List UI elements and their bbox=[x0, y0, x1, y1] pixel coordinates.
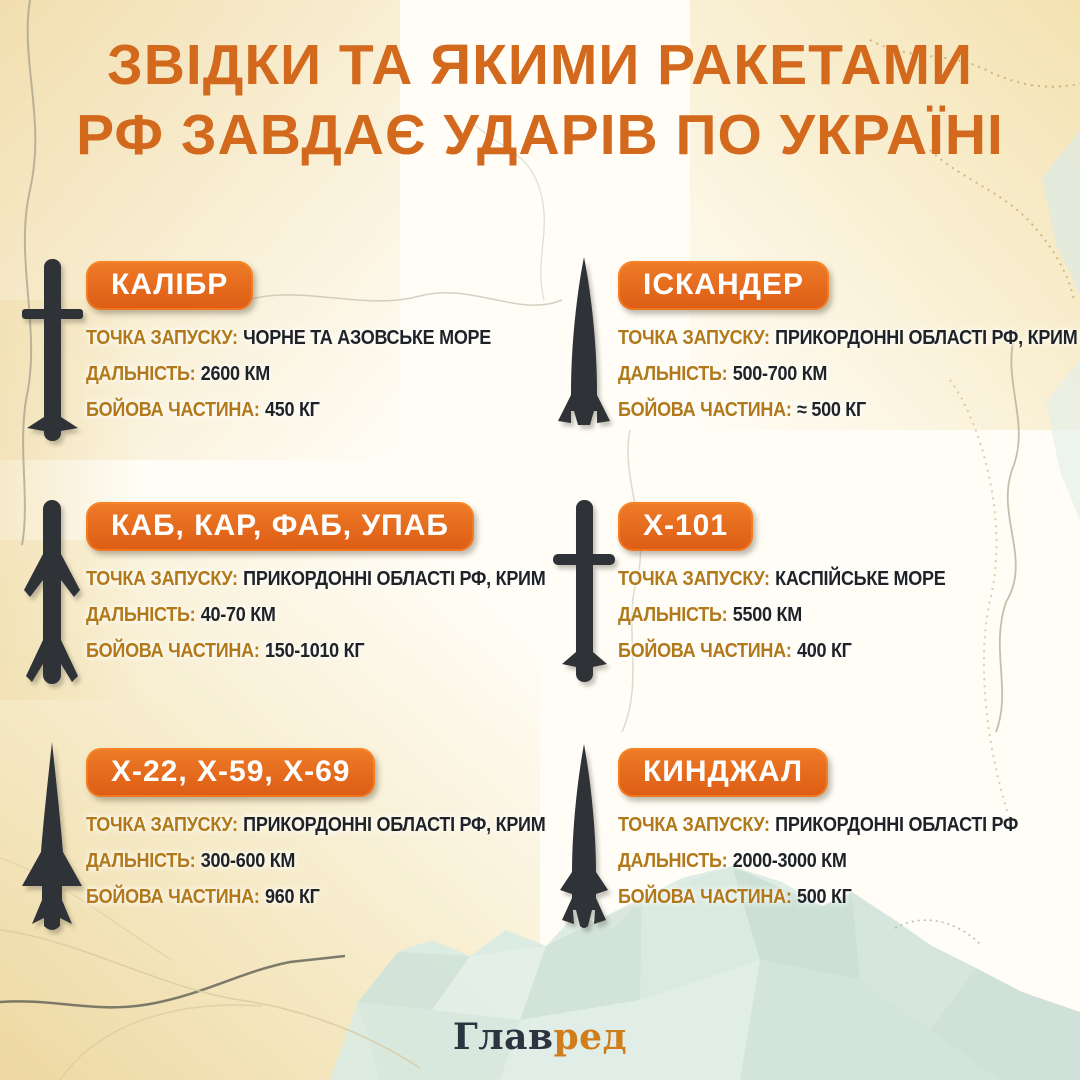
title-line-1: ЗВІДКИ ТА ЯКИМИ РАКЕТАМИ bbox=[107, 33, 973, 97]
missile-name: Х-22, Х-59, Х-69 bbox=[111, 755, 351, 788]
warhead-label: БОЙОВА ЧАСТИНА: bbox=[618, 886, 792, 908]
warhead-label: БОЙОВА ЧАСТИНА: bbox=[618, 399, 792, 421]
missile-name-badge bbox=[86, 502, 474, 551]
launch-label: ТОЧКА ЗАПУСКУ: bbox=[618, 814, 770, 836]
warhead-value: 400 КГ bbox=[797, 640, 852, 662]
missile-card-iskander bbox=[552, 253, 1078, 458]
warhead-value: ≈ 500 КГ bbox=[797, 399, 866, 421]
glavred-logo bbox=[0, 1016, 1080, 1058]
range-value: 2000-3000 КМ bbox=[732, 850, 847, 872]
page-title bbox=[0, 30, 1080, 170]
spec-row-launch bbox=[86, 568, 545, 591]
spec-row-warhead bbox=[618, 399, 1077, 422]
ballistic-missile-icon bbox=[552, 253, 616, 458]
missile-name: КАБ, КАР, ФАБ, УПАБ bbox=[111, 509, 449, 542]
range-label: ДАЛЬНІСТЬ: bbox=[86, 850, 196, 872]
spec-row-range bbox=[618, 363, 1077, 386]
warhead-label: БОЙОВА ЧАСТИНА: bbox=[86, 640, 260, 662]
spec-row-launch bbox=[618, 327, 1077, 350]
launch-value: ПРИКОРДОННІ ОБЛАСТІ РФ, КРИМ bbox=[243, 814, 546, 836]
dart-missile-icon bbox=[20, 740, 84, 945]
missile-name-badge bbox=[618, 261, 829, 310]
spec-row-range bbox=[86, 363, 496, 386]
missile-name-badge bbox=[86, 261, 253, 310]
launch-value: ЧОРНЕ ТА АЗОВСЬКЕ МОРЕ bbox=[243, 327, 492, 349]
range-label: ДАЛЬНІСТЬ: bbox=[86, 363, 196, 385]
launch-label: ТОЧКА ЗАПУСКУ: bbox=[618, 568, 770, 590]
hypersonic-missile-icon bbox=[552, 740, 616, 945]
range-value: 2600 КМ bbox=[200, 363, 270, 385]
launch-label: ТОЧКА ЗАПУСКУ: bbox=[86, 327, 238, 349]
missile-card-kinzhal bbox=[552, 740, 1074, 945]
range-label: ДАЛЬНІСТЬ: bbox=[86, 604, 196, 626]
warhead-value: 960 КГ bbox=[265, 886, 320, 908]
spec-row-launch bbox=[86, 327, 496, 350]
winged-cruise-missile-icon bbox=[552, 494, 616, 699]
warhead-value: 450 КГ bbox=[265, 399, 320, 421]
spec-row-range bbox=[86, 604, 545, 627]
spec-row-warhead bbox=[86, 399, 496, 422]
range-value: 40-70 КМ bbox=[200, 604, 276, 626]
spec-row-launch bbox=[86, 814, 545, 837]
range-label: ДАЛЬНІСТЬ: bbox=[618, 604, 728, 626]
missile-card-x101 bbox=[552, 494, 1074, 699]
range-label: ДАЛЬНІСТЬ: bbox=[618, 363, 728, 385]
spec-row-warhead bbox=[618, 640, 1028, 663]
missile-name: КАЛІБР bbox=[111, 268, 229, 301]
missile-card-x22 bbox=[20, 740, 546, 945]
guided-bomb-icon bbox=[20, 494, 84, 699]
missile-card-kalibr bbox=[20, 253, 542, 458]
missile-card-kab bbox=[20, 494, 546, 699]
launch-value: ПРИКОРДОННІ ОБЛАСТІ РФ, КРИМ bbox=[243, 568, 546, 590]
missile-name: КИНДЖАЛ bbox=[643, 755, 804, 788]
warhead-value: 150-1010 КГ bbox=[265, 640, 365, 662]
title-line-2: РФ ЗАВДАЄ УДАРІВ ПО УКРАЇНІ bbox=[76, 103, 1004, 167]
spec-row-range bbox=[618, 850, 1028, 873]
range-value: 500-700 КМ bbox=[732, 363, 828, 385]
spec-row-warhead bbox=[86, 886, 545, 909]
spec-row-launch bbox=[618, 814, 1028, 837]
launch-label: ТОЧКА ЗАПУСКУ: bbox=[618, 327, 770, 349]
cruise-missile-icon bbox=[20, 253, 84, 458]
missile-name-badge bbox=[618, 502, 753, 551]
logo-part-dark: Глав bbox=[452, 1016, 554, 1058]
launch-label: ТОЧКА ЗАПУСКУ: bbox=[86, 568, 238, 590]
warhead-label: БОЙОВА ЧАСТИНА: bbox=[618, 640, 792, 662]
missile-name-badge bbox=[618, 748, 828, 797]
launch-value: ПРИКОРДОННІ ОБЛАСТІ РФ bbox=[775, 814, 1019, 836]
range-value: 300-600 КМ bbox=[200, 850, 296, 872]
missile-name: Х-101 bbox=[643, 509, 729, 542]
spec-row-warhead bbox=[618, 886, 1028, 909]
range-label: ДАЛЬНІСТЬ: bbox=[618, 850, 728, 872]
missile-name: ІСКАНДЕР bbox=[643, 268, 805, 301]
logo-part-accent: ред bbox=[553, 1016, 628, 1058]
missile-name-badge bbox=[86, 748, 375, 797]
warhead-label: БОЙОВА ЧАСТИНА: bbox=[86, 886, 260, 908]
range-value: 5500 КМ bbox=[732, 604, 802, 626]
launch-label: ТОЧКА ЗАПУСКУ: bbox=[86, 814, 238, 836]
warhead-label: БОЙОВА ЧАСТИНА: bbox=[86, 399, 260, 421]
launch-value: ПРИКОРДОННІ ОБЛАСТІ РФ, КРИМ bbox=[775, 327, 1078, 349]
warhead-value: 500 КГ bbox=[797, 886, 852, 908]
spec-row-launch bbox=[618, 568, 1028, 591]
launch-value: КАСПІЙСЬКЕ МОРЕ bbox=[775, 568, 946, 590]
spec-row-warhead bbox=[86, 640, 545, 663]
spec-row-range bbox=[618, 604, 1028, 627]
spec-row-range bbox=[86, 850, 545, 873]
